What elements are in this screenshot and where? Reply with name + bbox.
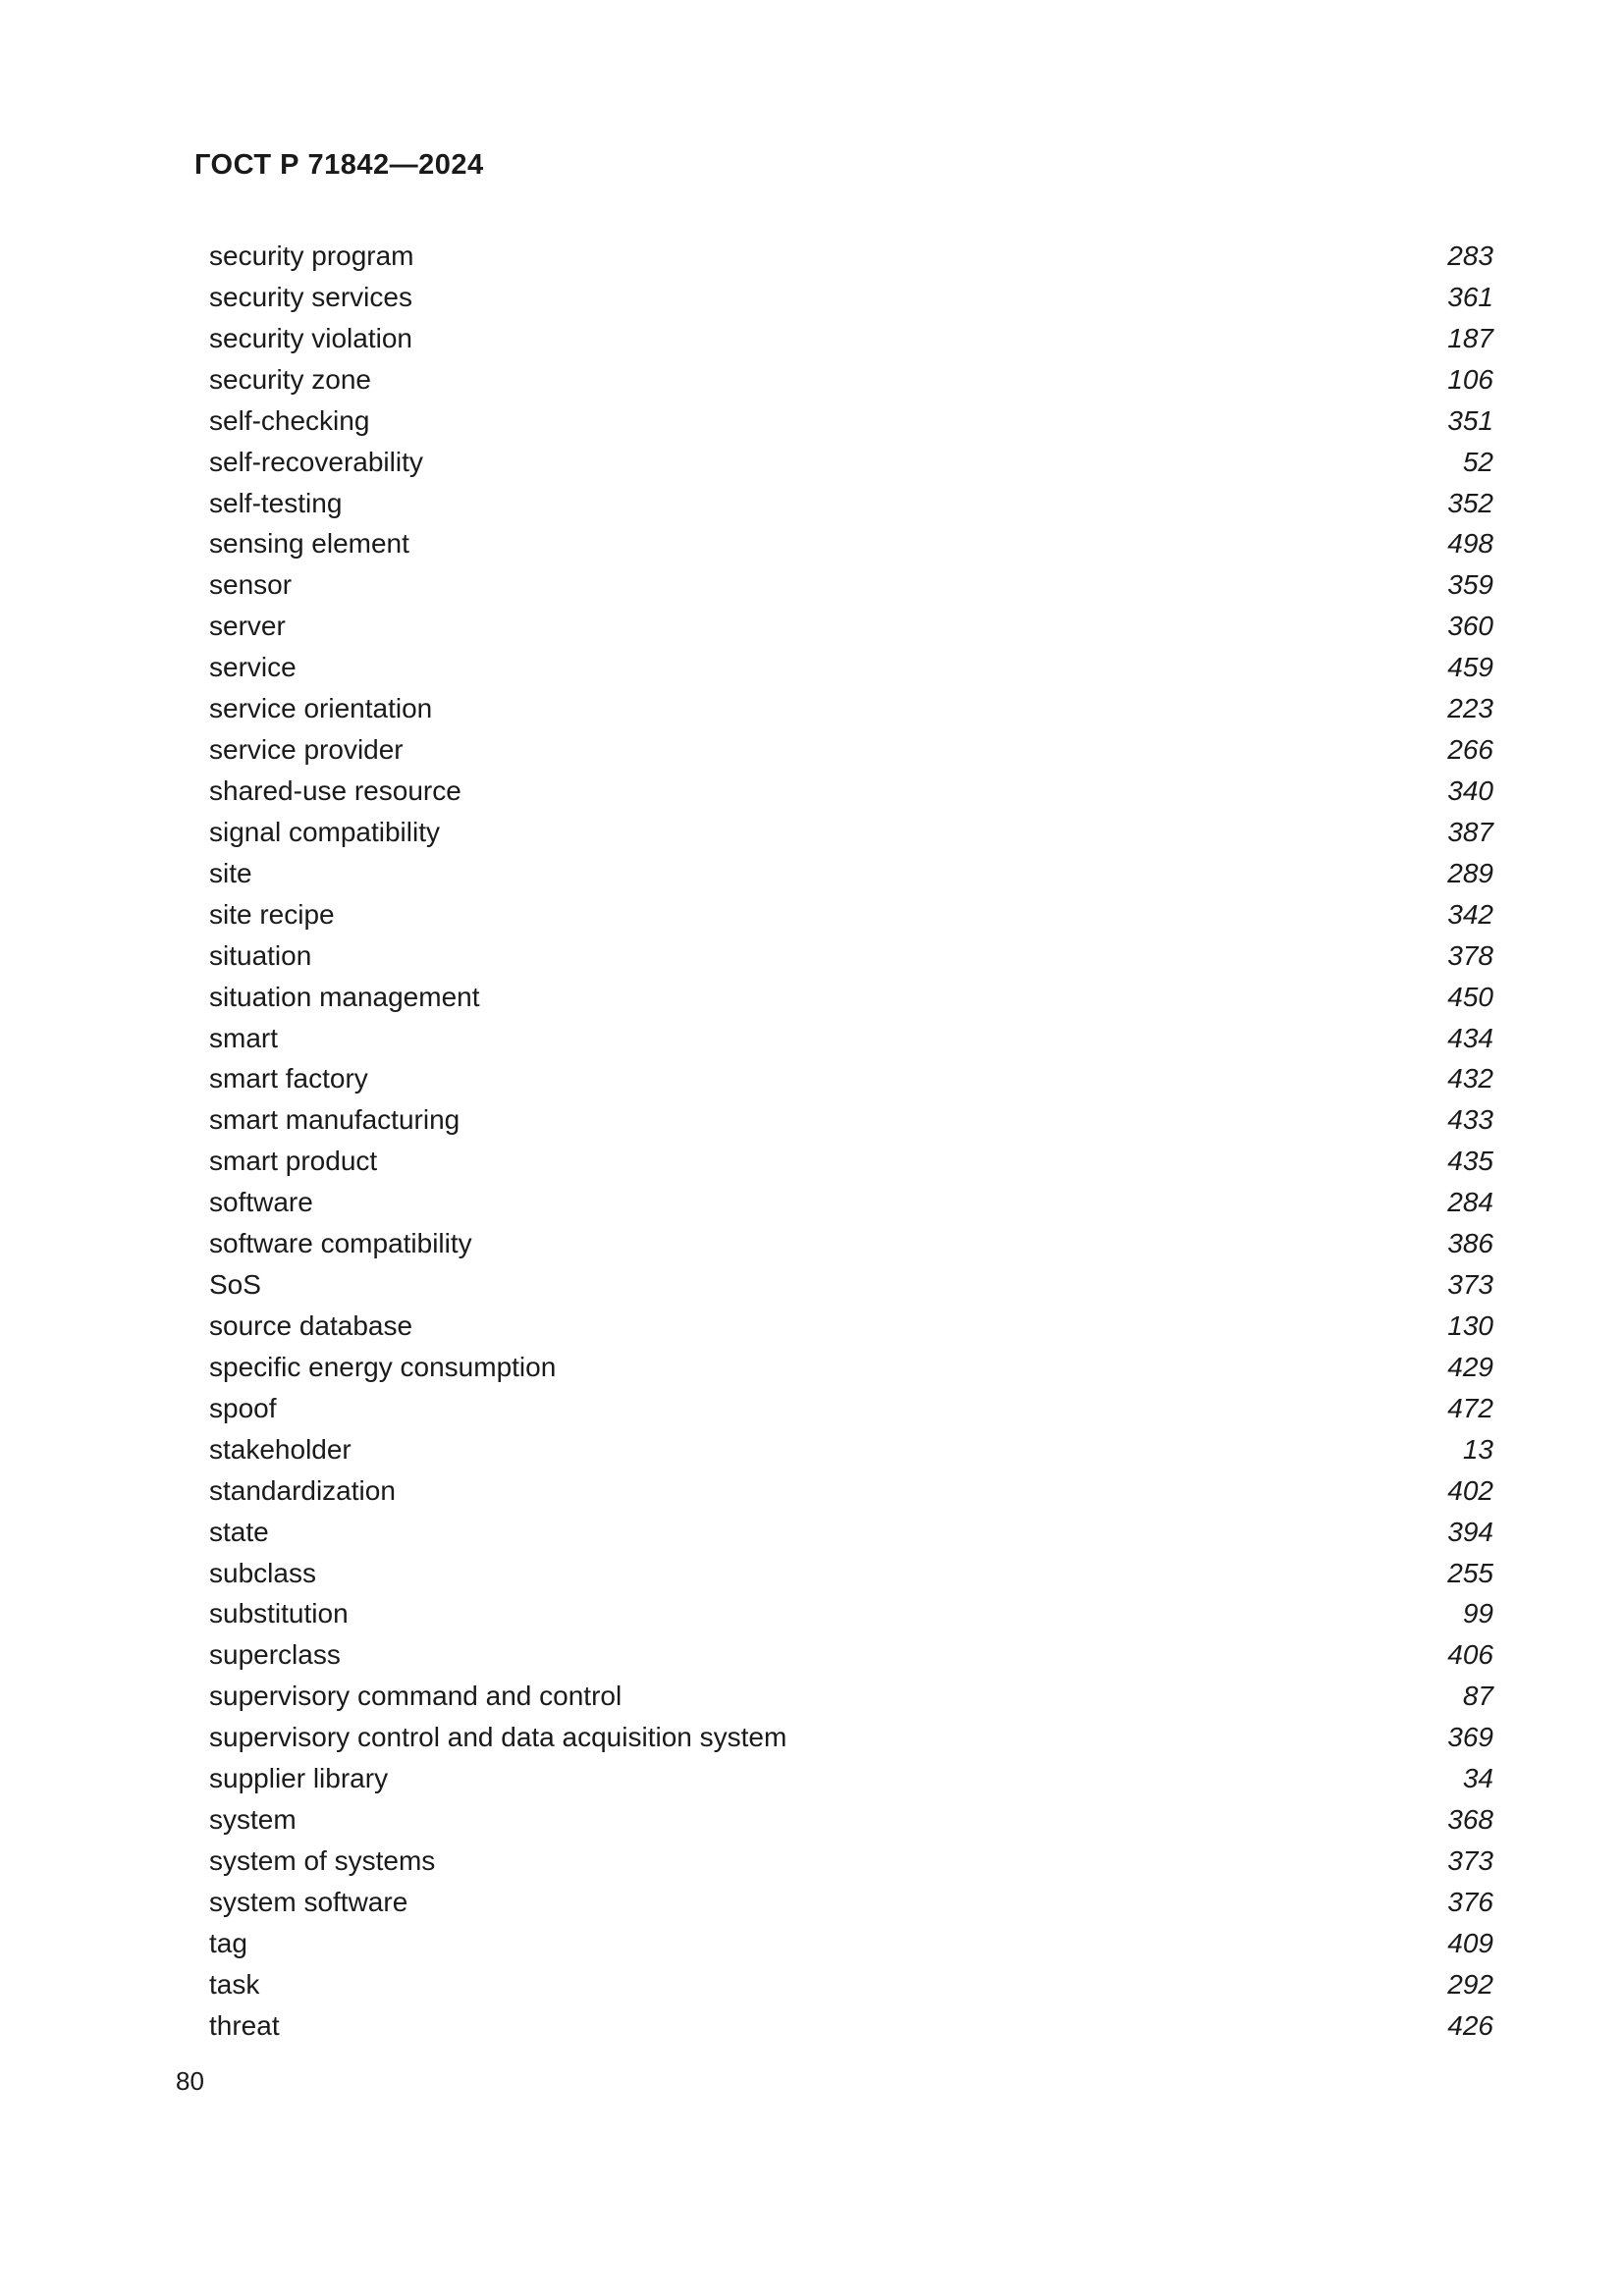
index-entry-row — [209, 1429, 1493, 1470]
index-page-number: 378 — [1447, 939, 1493, 971]
index-entry-row — [209, 400, 1493, 442]
index-term: software — [209, 1187, 313, 1218]
index-entry-row — [209, 2005, 1493, 2047]
index-entry-row — [209, 1306, 1493, 1347]
index-page-number: 360 — [1447, 611, 1493, 642]
index-page-number: 376 — [1447, 1886, 1493, 1917]
index-term: signal compatibility — [209, 816, 440, 847]
index-term: security zone — [209, 363, 371, 395]
index-page-number: 373 — [1447, 1844, 1493, 1876]
index-term: sensor — [209, 569, 293, 601]
index-page-number: 106 — [1447, 363, 1493, 395]
index-term: self-recoverability — [209, 446, 423, 477]
index-entry-row — [209, 1923, 1493, 1964]
index-term: SoS — [209, 1269, 261, 1301]
index-page-number: 359 — [1447, 569, 1493, 601]
index-entry-row — [209, 1347, 1493, 1388]
index-page-number: 394 — [1447, 1516, 1493, 1547]
index-entry-row — [209, 771, 1493, 812]
index-page-number: 472 — [1447, 1392, 1493, 1423]
index-term: site recipe — [209, 898, 335, 930]
index-page-number: 368 — [1447, 1804, 1493, 1836]
index-entry-row — [209, 277, 1493, 318]
index-term: substitution — [209, 1598, 349, 1629]
index-term: service orientation — [209, 693, 433, 724]
index-entry-row — [209, 1058, 1493, 1099]
index-entry-row — [209, 853, 1493, 894]
index-term: spoof — [209, 1392, 277, 1423]
index-page-number: 99 — [1462, 1598, 1493, 1629]
index-term: system software — [209, 1886, 408, 1917]
index-page-number: 369 — [1447, 1722, 1493, 1753]
index-page-number: 255 — [1447, 1557, 1493, 1588]
index-page-number: 450 — [1447, 981, 1493, 1012]
index-term: service provider — [209, 734, 404, 766]
index-entry-row — [209, 1470, 1493, 1512]
index-entry-row — [209, 1799, 1493, 1841]
index-page-number: 340 — [1447, 774, 1493, 806]
index-list — [209, 236, 1493, 2047]
index-page-number: 432 — [1447, 1063, 1493, 1095]
index-term: sensing element — [209, 528, 409, 560]
index-entry-row — [209, 1676, 1493, 1717]
index-page-number: 402 — [1447, 1474, 1493, 1506]
index-term: smart factory — [209, 1063, 368, 1095]
index-page-number: 426 — [1447, 2009, 1493, 2041]
index-page-number: 433 — [1447, 1104, 1493, 1136]
index-term: subclass — [209, 1557, 316, 1588]
index-term: supervisory command and control — [209, 1681, 623, 1712]
index-page-number: 34 — [1462, 1763, 1493, 1794]
index-entry-row — [209, 606, 1493, 647]
index-term: self-testing — [209, 487, 343, 518]
index-entry-row — [209, 647, 1493, 688]
index-page-number: 130 — [1447, 1309, 1493, 1341]
index-entry-row — [209, 935, 1493, 977]
index-page-number: 289 — [1447, 857, 1493, 888]
index-entry-row — [209, 318, 1493, 359]
index-page-number: 435 — [1447, 1146, 1493, 1177]
index-entry-row — [209, 359, 1493, 400]
index-page-number: 283 — [1447, 240, 1493, 271]
index-page-number: 292 — [1447, 1968, 1493, 2000]
index-term: superclass — [209, 1639, 341, 1671]
index-page-number: 386 — [1447, 1228, 1493, 1259]
index-entry-row — [209, 442, 1493, 483]
index-entry-row — [209, 1264, 1493, 1306]
index-page-number: 266 — [1447, 734, 1493, 766]
index-page-number: 498 — [1447, 528, 1493, 560]
index-term: server — [209, 611, 286, 642]
index-term: security services — [209, 281, 412, 312]
index-page-number: 342 — [1447, 898, 1493, 930]
index-entry-row — [209, 1717, 1493, 1758]
index-entry-row — [209, 564, 1493, 606]
index-entry-row — [209, 1882, 1493, 1923]
index-entry-row — [209, 1018, 1493, 1059]
index-term: system of systems — [209, 1844, 436, 1876]
index-term: security program — [209, 240, 414, 271]
index-entry-row — [209, 688, 1493, 729]
index-entry-row — [209, 1964, 1493, 2005]
page-number: 80 — [176, 2066, 204, 2096]
index-term: source database — [209, 1309, 413, 1341]
index-page-number: 87 — [1462, 1681, 1493, 1712]
index-term: software compatibility — [209, 1228, 472, 1259]
index-term: supplier library — [209, 1763, 389, 1794]
index-page-number: 429 — [1447, 1351, 1493, 1382]
index-page-number: 13 — [1462, 1433, 1493, 1465]
index-page-number: 459 — [1447, 652, 1493, 683]
index-entry-row — [209, 1182, 1493, 1223]
index-entry-row — [209, 483, 1493, 524]
index-page-number: 187 — [1447, 322, 1493, 353]
index-entry-row — [209, 977, 1493, 1018]
index-entry-row — [209, 1512, 1493, 1553]
index-page-number: 387 — [1447, 816, 1493, 847]
index-term: tag — [209, 1927, 247, 1958]
index-term: state — [209, 1516, 269, 1547]
index-entry-row — [209, 729, 1493, 771]
index-term: security violation — [209, 322, 412, 353]
index-term: site — [209, 857, 252, 888]
index-term: shared-use resource — [209, 774, 461, 806]
index-term: smart manufacturing — [209, 1104, 460, 1136]
index-term: situation — [209, 939, 312, 971]
index-term: threat — [209, 2009, 280, 2041]
index-entry-row — [209, 1841, 1493, 1882]
index-entry-row — [209, 1388, 1493, 1429]
index-page-number: 361 — [1447, 281, 1493, 312]
index-page-number: 434 — [1447, 1022, 1493, 1053]
index-entry-row — [209, 1634, 1493, 1676]
index-page-number: 373 — [1447, 1269, 1493, 1301]
index-page-number: 284 — [1447, 1187, 1493, 1218]
index-entry-row — [209, 1758, 1493, 1799]
index-term: supervisory control and data acquisition system — [209, 1722, 787, 1753]
index-term: smart product — [209, 1146, 378, 1177]
index-entry-row — [209, 523, 1493, 564]
index-term: system — [209, 1804, 297, 1836]
index-entry-row — [209, 1593, 1493, 1634]
index-term: task — [209, 1968, 260, 2000]
index-term: situation management — [209, 981, 480, 1012]
index-page-number: 409 — [1447, 1927, 1493, 1958]
document-header-title: ГОСТ Р 71842—2024 — [194, 149, 484, 181]
index-page-number: 351 — [1447, 404, 1493, 436]
index-entry-row — [209, 812, 1493, 853]
index-entry-row — [209, 1553, 1493, 1594]
index-term: stakeholder — [209, 1433, 352, 1465]
index-entry-row — [209, 1099, 1493, 1141]
index-page-number: 406 — [1447, 1639, 1493, 1671]
index-term: standardization — [209, 1474, 396, 1506]
index-entry-row — [209, 894, 1493, 935]
index-term: self-checking — [209, 404, 370, 436]
index-page-number: 352 — [1447, 487, 1493, 518]
index-entry-row — [209, 236, 1493, 277]
index-page-number: 52 — [1462, 446, 1493, 477]
index-term: smart — [209, 1022, 278, 1053]
index-entry-row — [209, 1141, 1493, 1182]
index-entry-row — [209, 1223, 1493, 1264]
index-page-number: 223 — [1447, 693, 1493, 724]
index-term: specific energy consumption — [209, 1351, 557, 1382]
index-term: service — [209, 652, 297, 683]
